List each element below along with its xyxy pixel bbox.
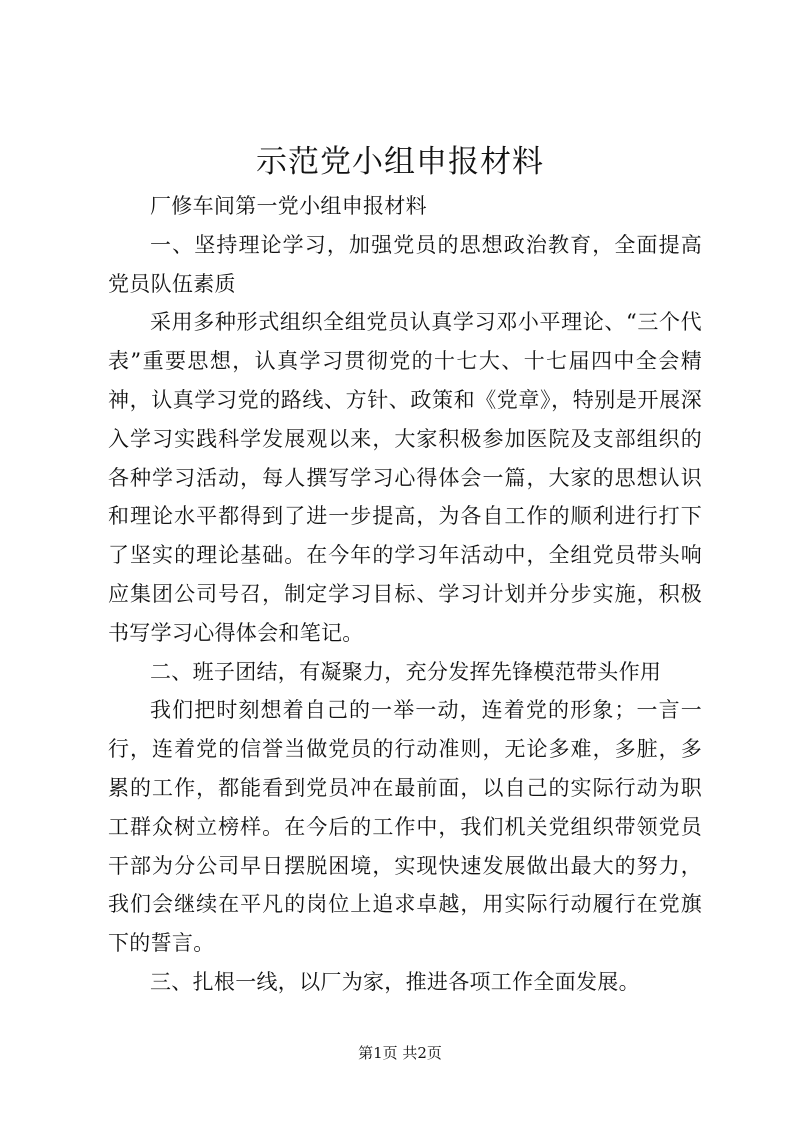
document-title: 示范党小组申报材料: [256, 144, 544, 180]
document-body: [108, 187, 702, 1002]
section-heading-2: 二、班子团结，有凝聚力，充分发挥先锋模范带头作用: [150, 659, 662, 684]
body-paragraph-1: 采用多种形式组织全组党员认真学习邓小平理论、“三个代表”重要思想，认真学习贯彻党的十七大、十七届四中全会精神，认真学习党的路线、方针、政策和《党章》，特别是开展深入学习实践科学发展观以来，大家积极参加医院及支部组织的各种学习活动，每人撰写学习心得体会一篇，大家的思想认识和理论水平都得到了进一步提高，为各自工作的顺利进行打下了坚实的理论基础。在今年的学习年活动中，全组党员带头响应集团公司号召，制定学习目标、学习计划并分步实施，积极书写学习心得体会和笔记。: [108, 310, 702, 645]
subtitle-paragraph: 厂修车间第一党小组申报材料: [150, 194, 427, 218]
page-number-footer: 第1页 共2页: [358, 1044, 442, 1062]
section-heading-3: 三、扎根一线，以厂为家，推进各项工作全面发展。: [150, 969, 640, 994]
section-heading-1: 一、坚持理论学习，加强党员的思想政治教育，全面提高党员队伍素质: [108, 232, 702, 296]
body-paragraph-2: 我们把时刻想着自己的一举一动，连着党的形象；一言一行，连着党的信誉当做党员的行动准则，无论多难，多脏，多累的工作，都能看到党员冲在最前面，以自己的实际行动为职工群众树立榜样。在今后的工作中，我们机关党组织带领党员干部为分公司早日摆脱困境，实现快速发展做出最大的努力，我们会继续在平凡的岗位上追求卓越，用实际行动履行在党旗下的誓言。: [108, 698, 702, 956]
